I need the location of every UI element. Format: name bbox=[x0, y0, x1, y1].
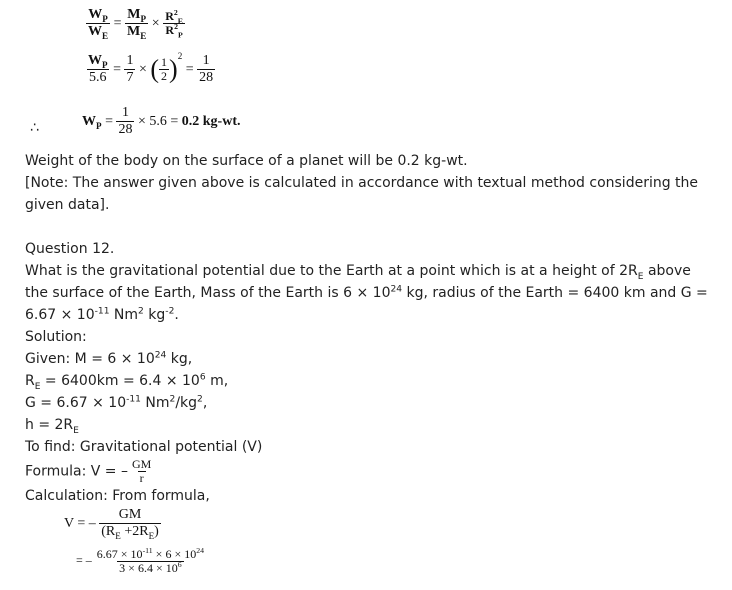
right-paren: ) bbox=[169, 54, 178, 84]
exponent: -11 bbox=[94, 306, 110, 317]
denominator: r bbox=[139, 470, 144, 485]
subscript-e: E bbox=[637, 271, 644, 282]
symbol-wp: W bbox=[88, 7, 103, 22]
symbol-re: R bbox=[165, 9, 174, 24]
equation-result bbox=[82, 106, 241, 137]
fraction-values bbox=[95, 548, 206, 575]
fraction-re-rp bbox=[163, 8, 185, 40]
symbol-mp: M bbox=[127, 7, 141, 22]
exponent: -11 bbox=[142, 546, 153, 555]
to-find-line: To find: Gravitational potential (V) bbox=[25, 439, 263, 455]
fraction-wp-5-6 bbox=[86, 54, 110, 85]
given-g bbox=[25, 392, 725, 414]
denominator: 28 bbox=[199, 69, 214, 85]
equals-sign: = bbox=[113, 61, 121, 77]
exponent: 2 bbox=[169, 394, 176, 405]
equation-potential bbox=[64, 508, 161, 539]
sub-p: P bbox=[140, 13, 147, 24]
text-run: G = 6.67 × 10 bbox=[25, 395, 127, 411]
solution-heading: Solution: bbox=[25, 329, 87, 345]
subscript-e: E bbox=[34, 381, 41, 392]
times-sign: × bbox=[151, 15, 160, 31]
question-heading: Question 12. bbox=[25, 241, 115, 257]
denominator: 2 bbox=[161, 68, 168, 83]
therefore-symbol: ∴ bbox=[30, 120, 39, 136]
text-run: (R bbox=[101, 523, 116, 539]
fraction-gm-re bbox=[99, 508, 161, 539]
text-run: kg, bbox=[166, 351, 193, 367]
left-paren: ( bbox=[150, 54, 160, 84]
formula-line bbox=[25, 458, 725, 485]
question-line-3 bbox=[25, 304, 725, 326]
subscript-e: E bbox=[115, 530, 121, 541]
sub-e: E bbox=[177, 16, 183, 26]
text-run: m, bbox=[205, 373, 229, 389]
exponent: -11 bbox=[126, 394, 141, 405]
sub-p: P bbox=[177, 30, 183, 40]
sup-2: 2 bbox=[173, 8, 178, 18]
given-height bbox=[25, 414, 725, 436]
numerator: GM bbox=[131, 457, 152, 471]
multiply-5-6: × 5.6 = bbox=[137, 113, 182, 129]
fraction-1-7 bbox=[124, 54, 135, 85]
numerator: 1 bbox=[161, 55, 168, 70]
symbol-v-equals: V = bbox=[64, 515, 86, 531]
exponent: 6 bbox=[177, 559, 182, 569]
fraction-mp-me bbox=[125, 8, 148, 39]
text-run: . bbox=[174, 307, 179, 323]
text-run: Nm bbox=[109, 307, 139, 323]
spacer bbox=[25, 216, 725, 238]
text-block bbox=[25, 150, 725, 507]
numerator: 1 bbox=[126, 53, 134, 68]
question-line-1 bbox=[25, 260, 725, 282]
sub-p: P bbox=[96, 120, 102, 131]
equation-weight-ratio bbox=[86, 8, 185, 39]
calculation-line: Calculation: From formula, bbox=[25, 487, 210, 504]
text-run: Formula: V = – bbox=[25, 463, 128, 480]
text-run: 3 × 6.4 × 10 bbox=[119, 560, 178, 575]
text-run: , bbox=[202, 395, 208, 411]
fraction-wp-we bbox=[86, 8, 110, 39]
text-run: h = 2R bbox=[25, 417, 74, 433]
equation-values bbox=[76, 548, 206, 575]
sup-2: 2 bbox=[174, 21, 178, 31]
times-sign: × bbox=[138, 61, 147, 77]
minus-sign: – bbox=[85, 553, 92, 568]
symbol-we: W bbox=[88, 23, 102, 39]
text-run: the surface of the Earth, Mass of the Earth is 6 × 10 bbox=[25, 285, 391, 301]
text-run: kg, radius of the Earth = 6400 km and G = bbox=[402, 285, 708, 301]
equals-sign: = bbox=[76, 553, 83, 568]
text-run: /kg bbox=[175, 395, 198, 411]
given-radius bbox=[25, 370, 725, 392]
note-line-2: given data]. bbox=[25, 197, 110, 213]
exponent: 2 bbox=[138, 306, 144, 317]
exponent: 24 bbox=[154, 350, 167, 361]
fraction-1-2 bbox=[159, 56, 169, 83]
text-run: above bbox=[643, 263, 691, 279]
exponent: 6 bbox=[199, 372, 206, 383]
minus-sign: – bbox=[88, 515, 96, 531]
fraction-1-28 bbox=[197, 54, 215, 85]
note-line-1: [Note: The answer given above is calculated in accordance with textual method considering the bbox=[25, 175, 699, 191]
answer-line: Weight of the body on the surface of a planet will be 0.2 kg-wt. bbox=[25, 153, 468, 169]
text-run: 6.67 × 10 bbox=[96, 547, 143, 561]
result-value: 0.2 kg-wt. bbox=[181, 113, 241, 129]
text-run: Given: M = 6 × 10 bbox=[25, 351, 155, 367]
square-exponent: 2 bbox=[177, 50, 183, 61]
sub-e: E bbox=[102, 30, 109, 41]
fraction-gm-r bbox=[130, 458, 153, 485]
denominator: 7 bbox=[126, 69, 134, 85]
text-run: Nm bbox=[140, 395, 170, 411]
text-run: +2R bbox=[120, 523, 149, 539]
subscript-e: E bbox=[148, 530, 155, 541]
exponent: 2 bbox=[197, 394, 203, 405]
numerator: GM bbox=[118, 507, 142, 522]
symbol-wp: W bbox=[88, 53, 102, 68]
symbol-wp: W bbox=[82, 113, 96, 129]
text-run: × 6 × 10 bbox=[152, 547, 197, 561]
sub-p: P bbox=[102, 13, 108, 24]
numerator: 1 bbox=[202, 53, 210, 68]
text-run: R bbox=[25, 373, 35, 389]
symbol-rp: R bbox=[165, 22, 175, 37]
sub-p: P bbox=[102, 59, 108, 70]
denominator: 28 bbox=[118, 121, 133, 137]
exponent: -2 bbox=[165, 306, 175, 317]
value-5-6: 5.6 bbox=[89, 69, 107, 85]
text-run: = 6400km = 6.4 × 10 bbox=[40, 373, 200, 389]
text-run: 6.67 × 10 bbox=[25, 307, 95, 323]
numerator: 1 bbox=[121, 105, 129, 120]
equation-substitution bbox=[86, 50, 215, 85]
given-mass bbox=[25, 348, 725, 370]
text-run: ) bbox=[154, 523, 159, 539]
question-line-2 bbox=[25, 282, 725, 304]
equals-sign: = bbox=[113, 15, 122, 31]
fraction-1-28 bbox=[116, 106, 134, 137]
exponent: 24 bbox=[196, 546, 205, 555]
exponent: 24 bbox=[390, 284, 403, 295]
equals-sign: = bbox=[185, 61, 194, 77]
equals-sign: = bbox=[105, 113, 113, 129]
text-run: What is the gravitational potential due to the Earth at a point which is at a height of 2R bbox=[25, 263, 638, 279]
subscript-e: E bbox=[73, 425, 79, 436]
sub-e: E bbox=[140, 30, 147, 41]
text-run: kg bbox=[143, 307, 166, 323]
symbol-me: M bbox=[126, 23, 141, 39]
